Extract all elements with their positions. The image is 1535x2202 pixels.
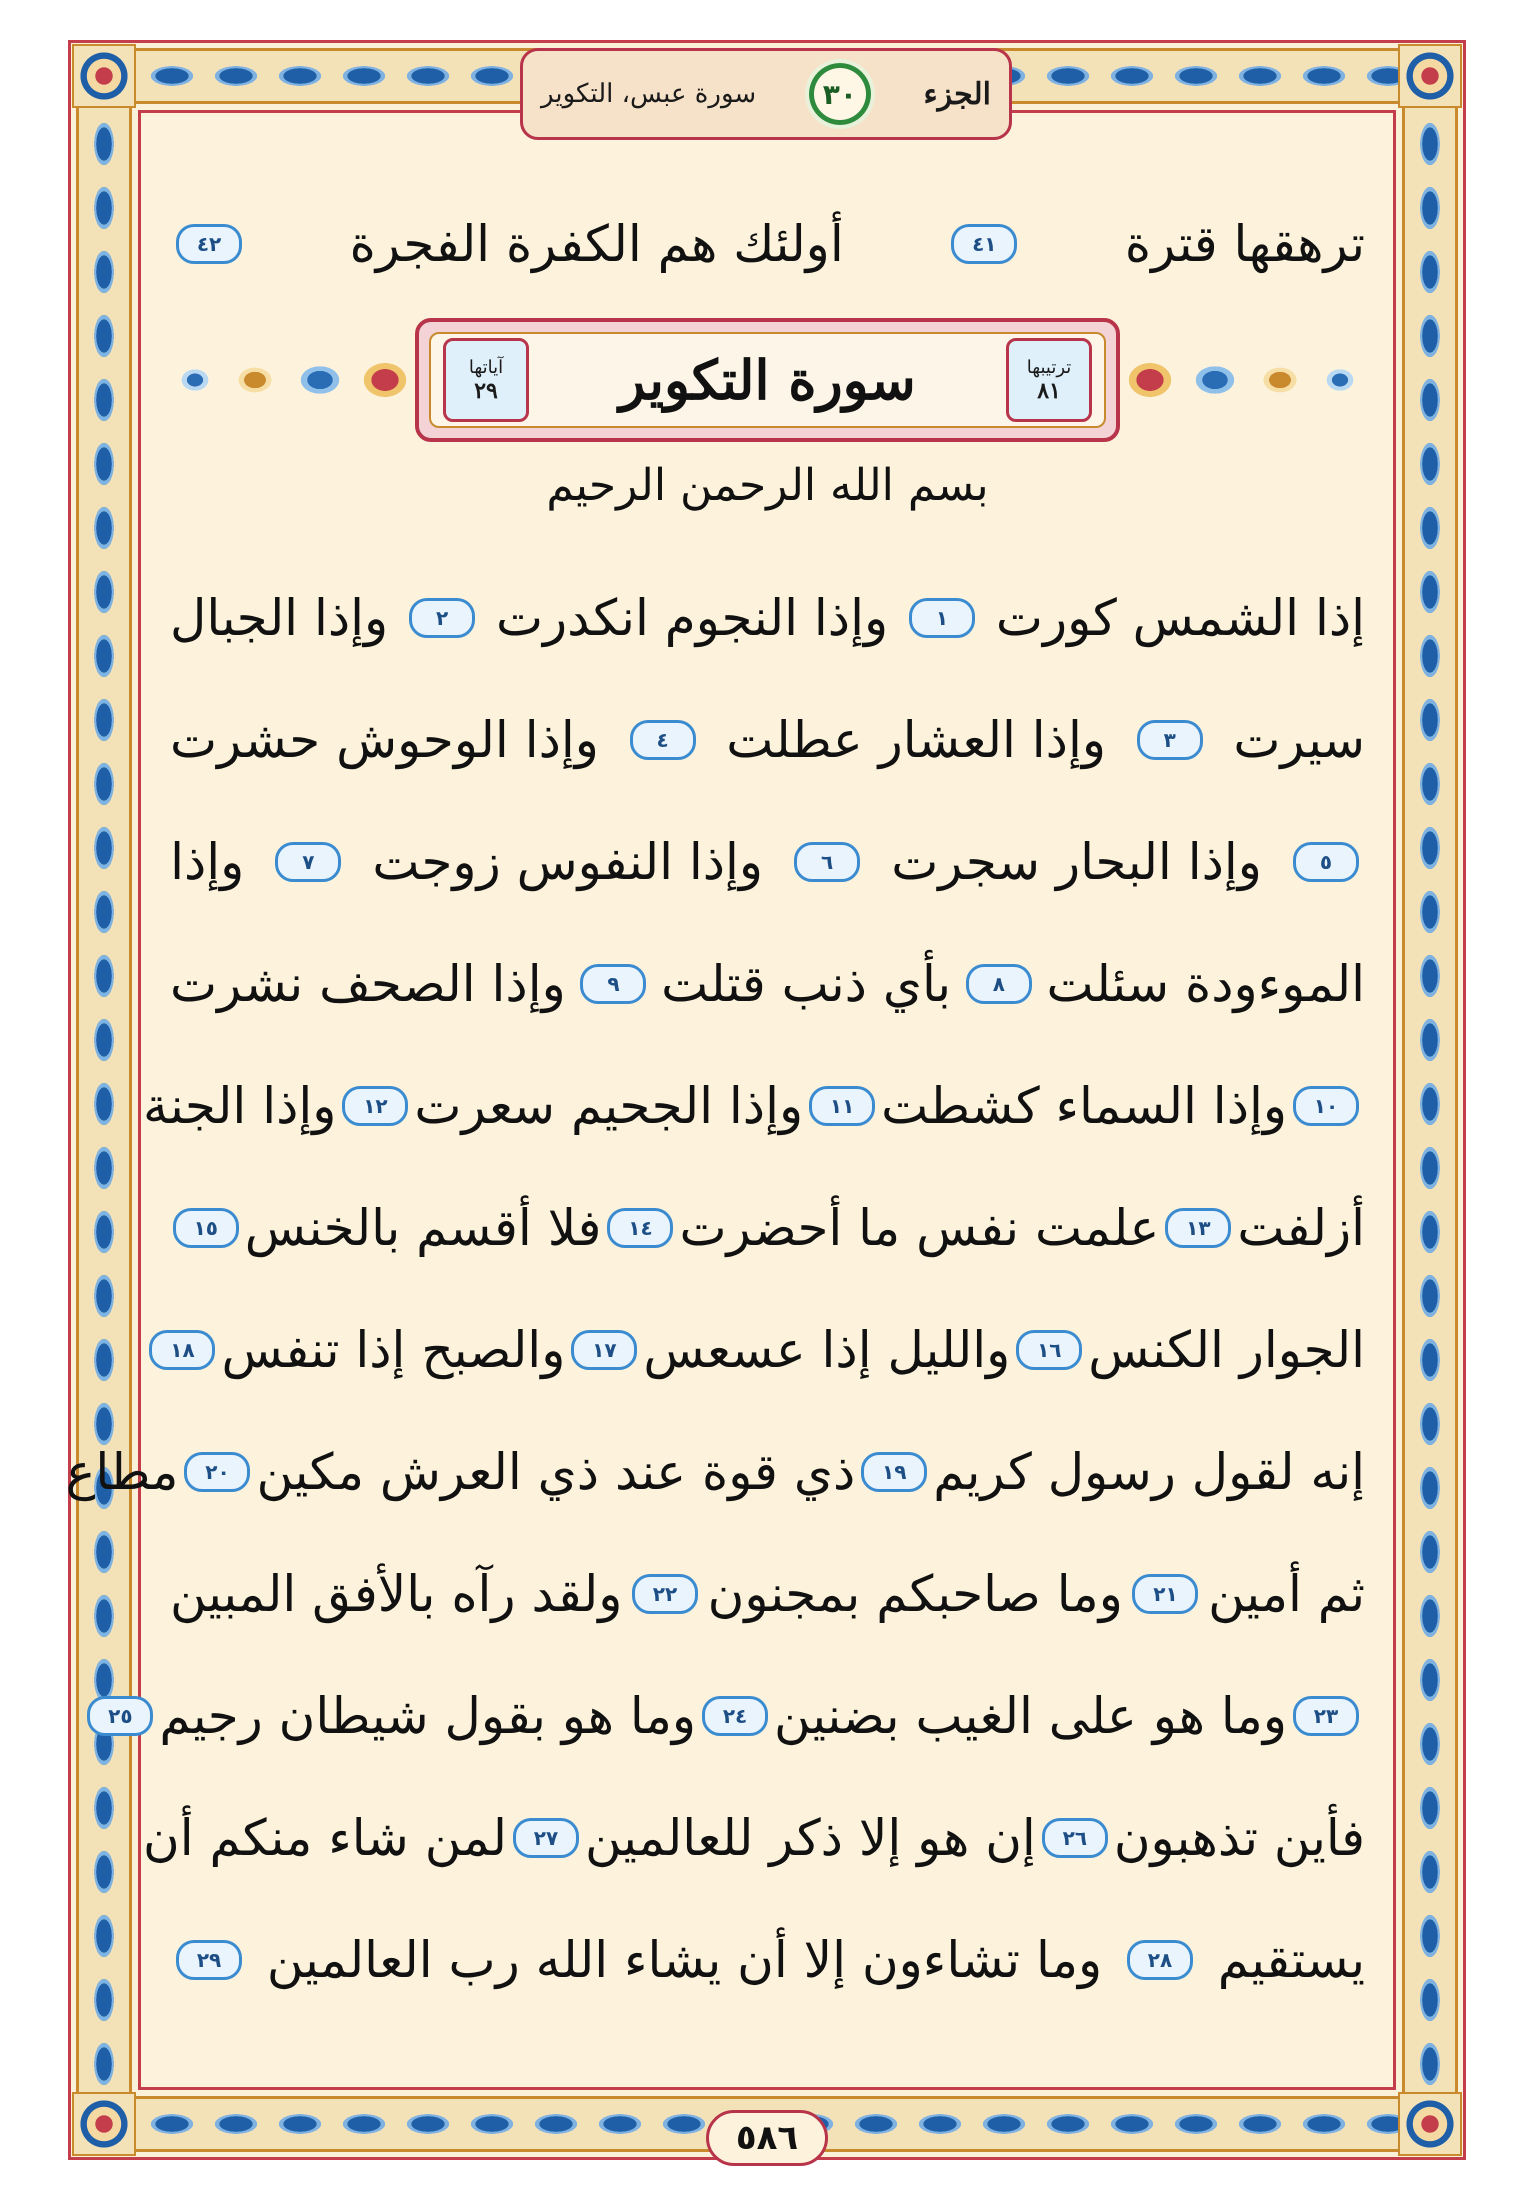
verse-text: أولئك هم الكفرة الفجرة (349, 215, 844, 273)
verse-text: وإذا الصحف نشرت (170, 955, 566, 1013)
verse-line (143, 1058, 1365, 1154)
ayah-number-marker: ٢ (409, 598, 475, 638)
verse-text: إن هو إلا ذكر للعالمين (584, 1809, 1036, 1867)
surah-verses-value: ٢٩ (474, 377, 498, 404)
ayah-number-marker: ٢٠ (184, 1452, 250, 1492)
ayah-number-marker: ١٦ (1016, 1330, 1082, 1370)
verse-text: وإذا (170, 833, 245, 891)
corner-ornament-top-right (1398, 44, 1462, 108)
verse-line (65, 1424, 1365, 1520)
banner-ornament-left-icon (170, 348, 420, 412)
verse-text: وإذا العشار عطلت (726, 711, 1106, 769)
verse-text: يستقيم (1217, 1931, 1365, 1989)
verse-text: وما صاحبكم بمجنون (707, 1565, 1123, 1623)
header-surah-names: سورة عبس، التكوير (541, 79, 757, 109)
ayah-number-marker: ٤٢ (176, 224, 242, 264)
verse-text: وإذا النفوس زوجت (372, 833, 764, 891)
verse-text: والصبح إذا تنفس (221, 1321, 566, 1379)
verse-line (170, 1546, 1365, 1642)
verse-text: وإذا النجوم انكدرت (495, 589, 889, 647)
ayah-number-marker: ٢٥ (87, 1696, 153, 1736)
verse-text: وإذا السماء كشطت (881, 1077, 1287, 1135)
ayah-number-marker: ١ (909, 598, 975, 638)
verse-text: وإذا الجحيم سعرت (414, 1077, 804, 1135)
ayah-number-marker: ١٢ (342, 1086, 408, 1126)
verse-text: ذي قوة عند ذي العرش مكين (256, 1443, 856, 1501)
verse-text: وما هو على الغيب بضنين (774, 1687, 1287, 1745)
verse-text: ترهقها قترة (1124, 215, 1365, 273)
verse-text: إنه لقول رسول كريم (933, 1443, 1365, 1501)
verse-text: وما هو بقول شيطان رجيم (159, 1687, 697, 1745)
ayah-number-marker: ١٣ (1165, 1208, 1231, 1248)
verse-line (170, 1912, 1365, 2008)
basmala: بسم الله الرحمن الرحيم (546, 460, 989, 511)
border-ornament-left (76, 48, 132, 2152)
verse-text: الموءودة سئلت (1046, 955, 1365, 1013)
surah-order-label: ترتيبها (1026, 356, 1072, 378)
verse-line (170, 936, 1365, 1032)
verse-text: وما تشاءون إلا أن يشاء الله رب العالمين (266, 1931, 1103, 1989)
surah-verses-box (443, 338, 529, 422)
ayah-number-marker: ٢٦ (1042, 1818, 1108, 1858)
banner-ornament-right-icon (1115, 348, 1365, 412)
verse-text: فلا أقسم بالخنس (244, 1199, 602, 1257)
ayah-number-marker: ٩ (580, 964, 646, 1004)
ayah-number-marker: ٤١ (951, 224, 1017, 264)
verse-line (170, 570, 1365, 666)
ayah-number-marker: ٦ (794, 842, 860, 882)
verse-text: علمت نفس ما أحضرت (679, 1199, 1160, 1257)
verse-line (170, 1302, 1365, 1398)
juz-number-badge: ٣٠ (805, 59, 875, 129)
ayah-number-marker: ٨ (966, 964, 1032, 1004)
surah-order-box (1006, 338, 1092, 422)
surah-verses-label: آياتها (468, 356, 504, 378)
ayah-number-marker: ١٤ (607, 1208, 673, 1248)
ayah-number-marker: ١٧ (571, 1330, 637, 1370)
page-header (520, 48, 1012, 140)
verse-text: لمن شاء منكم أن (143, 1809, 507, 1867)
page-number: ٥٨٦ (706, 2110, 828, 2166)
verse-text: مطاع (65, 1443, 179, 1501)
verse-text: بأي ذنب قتلت (661, 955, 952, 1013)
verse-line (170, 1180, 1365, 1276)
corner-ornament-top-left (72, 44, 136, 108)
ayah-number-marker: ٤ (630, 720, 696, 760)
verse-text: فأين تذهبون (1113, 1809, 1365, 1867)
ayah-number-marker: ٧ (275, 842, 341, 882)
verse-text: سيرت (1233, 711, 1365, 769)
ayah-number-marker: ١٠ (1293, 1086, 1359, 1126)
verse-line (170, 196, 1365, 292)
verse-text: والليل إذا عسعس (643, 1321, 1011, 1379)
verse-line (170, 814, 1365, 910)
border-ornament-right (1402, 48, 1458, 2152)
verse-line (143, 1790, 1365, 1886)
surah-order-value: ٨١ (1037, 377, 1061, 404)
corner-ornament-bottom-left (72, 2092, 136, 2156)
verse-text: أزلفت (1237, 1199, 1365, 1257)
ayah-number-marker: ٢٤ (702, 1696, 768, 1736)
ayah-number-marker: ٢٢ (632, 1574, 698, 1614)
verse-text: ولقد رآه بالأفق المبين (170, 1565, 623, 1623)
ayah-number-marker: ١٥ (173, 1208, 239, 1248)
verse-text: وإذا الوحوش حشرت (170, 711, 599, 769)
verse-text: وإذا الجنة (143, 1077, 337, 1135)
surah-title-box (415, 318, 1120, 442)
ayah-number-marker: ٢٣ (1293, 1696, 1359, 1736)
ayah-number-marker: ٣ (1137, 720, 1203, 760)
verse-text: إذا الشمس كورت (995, 589, 1365, 647)
verse-line (170, 692, 1365, 788)
verse-line (108, 1668, 1365, 1764)
ayah-number-marker: ٢١ (1132, 1574, 1198, 1614)
ayah-number-marker: ٢٨ (1127, 1940, 1193, 1980)
verse-text: وإذا البحار سجرت (891, 833, 1262, 891)
verse-text: ثم أمين (1208, 1565, 1365, 1623)
juz-label: الجزء (923, 76, 991, 112)
surah-title: سورة التكوير (619, 348, 916, 412)
verse-text: الجوار الكنس (1088, 1321, 1365, 1379)
ayah-number-marker: ١٨ (149, 1330, 215, 1370)
corner-ornament-bottom-right (1398, 2092, 1462, 2156)
ayah-number-marker: ٢٩ (176, 1940, 242, 1980)
ayah-number-marker: ٢٧ (513, 1818, 579, 1858)
verse-text: وإذا الجبال (170, 589, 389, 647)
ayah-number-marker: ١١ (809, 1086, 875, 1126)
surah-title-banner (170, 318, 1365, 442)
ayah-number-marker: ١٩ (861, 1452, 927, 1492)
ayah-number-marker: ٥ (1293, 842, 1359, 882)
